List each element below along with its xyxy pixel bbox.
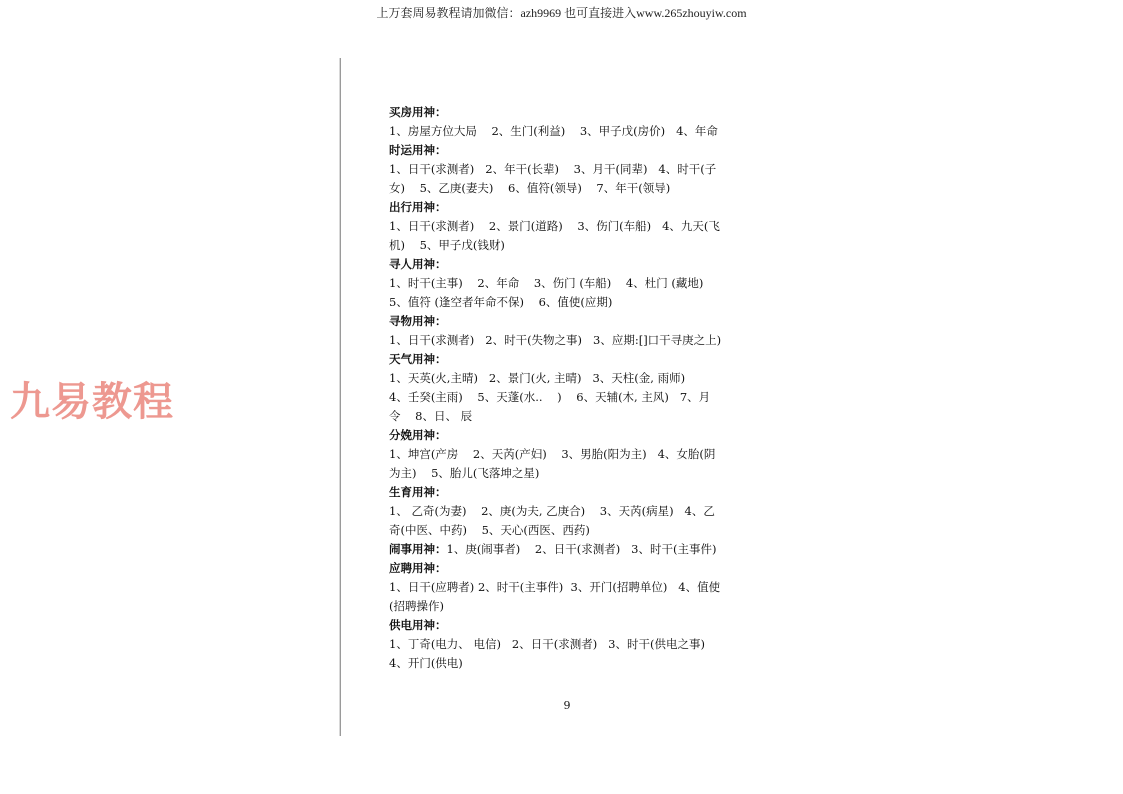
section-heading: 买房用神： (389, 105, 447, 119)
section-line: 为主) 5、胎儿(飞落坤之星) (389, 466, 540, 480)
section-line: 令 8、日、 辰 (389, 409, 473, 423)
section-line: 1、天英(火,主晴) 2、景门(火, 主晴) 3、天柱(金, 雨师) (389, 371, 686, 385)
section-heading: 应聘用神： (389, 561, 447, 575)
section-line: 1、日干(应聘者) 2、时干(主事件) 3、开门(招聘单位) 4、值使 (389, 580, 721, 594)
section-2 (389, 198, 769, 255)
page-number: 9 (563, 699, 571, 712)
section-heading: 寻物用神： (389, 314, 447, 328)
section-line: 1、丁奇(电力、 电信) 2、日干(求测者) 3、时干(供电之事) (389, 637, 705, 651)
section-line: 1、时干(主事) 2、年命 3、伤门 (车船) 4、杜门 (藏地) (389, 276, 704, 290)
section-line: 女) 5、乙庚(妻夫) 6、值符(领导) 7、年干(领导) (389, 181, 671, 195)
section-line: 4、开门(供电) (389, 656, 463, 670)
section-3 (389, 255, 769, 312)
document-content (389, 103, 769, 673)
section-line: 1、房屋方位大局 2、生门(利益) 3、甲子戊(房价) 4、年命 (389, 124, 718, 138)
section-line: 1、 乙奇(为妻) 2、庚(为夫, 乙庚合) 3、天芮(病星) 4、乙 (389, 504, 715, 518)
section-line: 1、日干(求测者) 2、时干(失物之事) 3、应期:[]口干寻庚之上) (389, 333, 722, 347)
section-8 (389, 540, 769, 559)
section-4 (389, 312, 769, 350)
document-page (340, 58, 793, 736)
top-banner: 上万套周易教程请加微信：azh9969 也可直接进入www.265zhouyiw.com (376, 6, 747, 20)
section-line: 1、庚(闹事者) 2、日干(求测者) 3、时干(主事件) (446, 542, 717, 556)
section-0 (389, 103, 769, 141)
section-line: (招聘操作) (389, 599, 444, 613)
section-7 (389, 483, 769, 540)
watermark-logo: 九易教程 (10, 379, 174, 425)
section-line: 奇(中医、中药) 5、天心(西医、西药) (389, 523, 590, 537)
section-heading: 分娩用神： (389, 428, 447, 442)
section-line: 1、日干(求测者) 2、年干(长辈) 3、月干(同辈) 4、时干(子 (389, 162, 717, 176)
section-heading: 供电用神： (389, 618, 447, 632)
section-heading: 寻人用神： (389, 257, 447, 271)
section-heading: 天气用神： (389, 352, 447, 366)
section-heading: 生育用神： (389, 485, 447, 499)
section-line: 机) 5、甲子戊(钱财) (389, 238, 505, 252)
section-1 (389, 141, 769, 198)
section-line: 5、值符 (逢空者年命不保) 6、值使(应期) (389, 295, 613, 309)
section-10 (389, 616, 769, 673)
section-line: 1、日干(求测者) 2、景门(道路) 3、伤门(车船) 4、九天(飞 (389, 219, 720, 233)
section-heading: 闹事用神： (389, 542, 447, 556)
section-5 (389, 350, 769, 426)
section-6 (389, 426, 769, 483)
section-9 (389, 559, 769, 616)
section-heading: 时运用神： (389, 143, 447, 157)
section-line: 1、坤宫(产房 2、天芮(产妇) 3、男胎(阳为主) 4、女胎(阴 (389, 447, 716, 461)
section-heading: 出行用神： (389, 200, 447, 214)
section-line: 4、壬癸(主雨) 5、天蓬(水.. ) 6、天辅(木, 主风) 7、月 (389, 390, 711, 404)
